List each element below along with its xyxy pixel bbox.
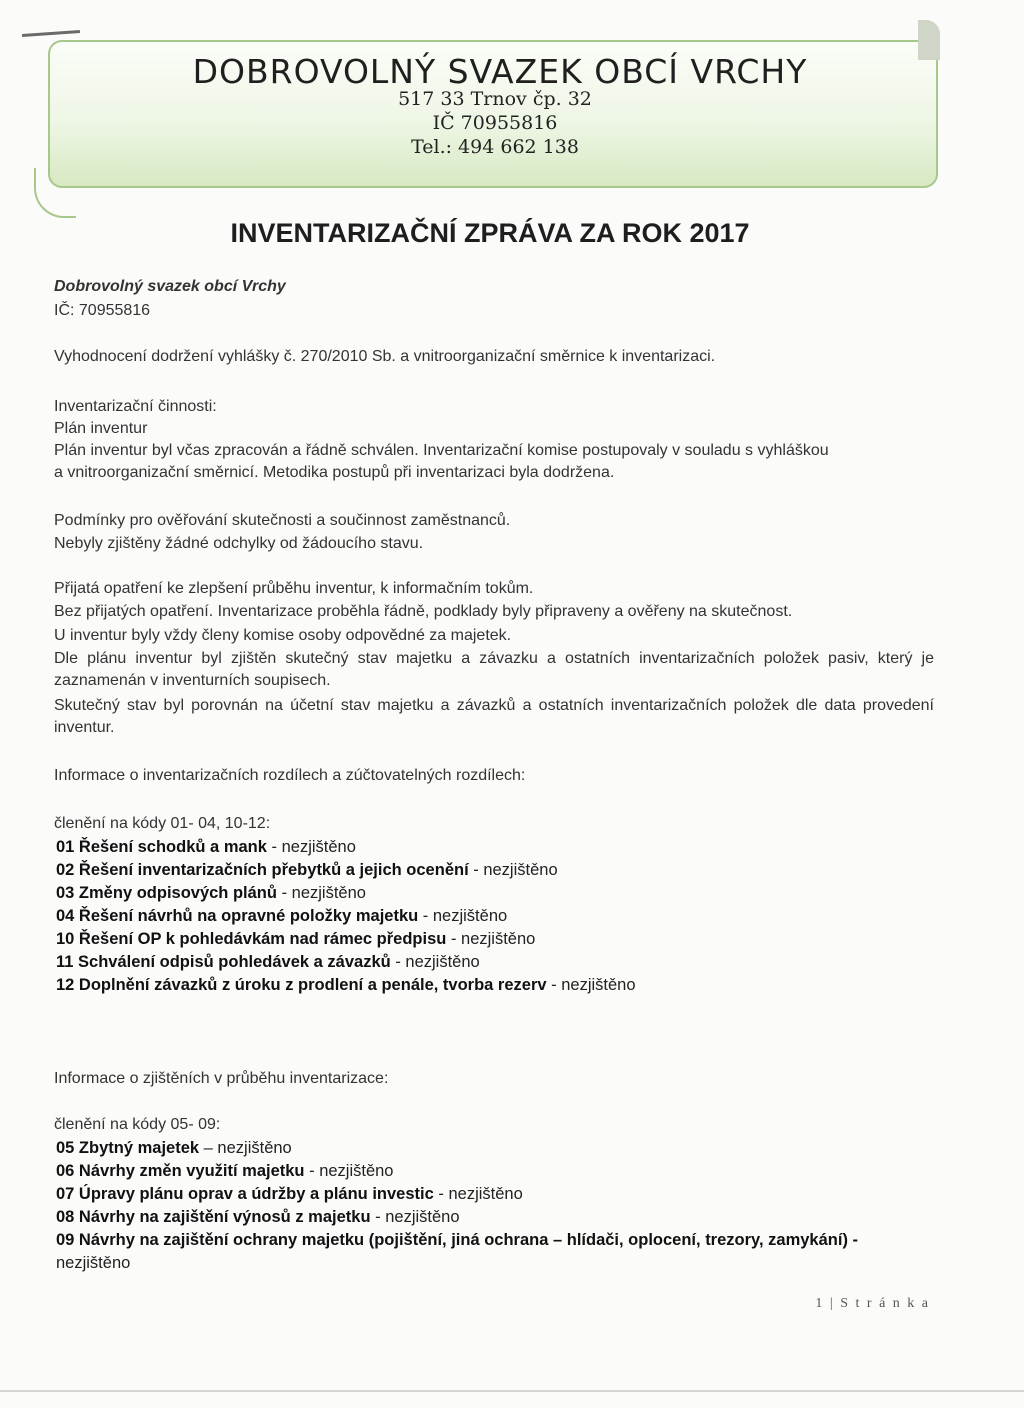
diffs-item-status: nezjištěno — [291, 884, 366, 902]
findings-item — [56, 1137, 292, 1159]
findings-item-separator: - — [433, 1185, 449, 1203]
diffs-item-code: 02 Řešení inventarizačních přebytků a jejich ocenění — [56, 861, 469, 879]
conditions-line-1: Podmínky pro ověřování skutečnosti a součinnost zaměstnanců. — [54, 512, 511, 529]
diffs-item — [56, 928, 535, 950]
findings-item — [56, 1160, 394, 1182]
diffs-item-status: nezjištěno — [281, 838, 356, 856]
scan-edge — [0, 1390, 1024, 1392]
findings-item — [56, 1206, 460, 1228]
findings-item-code: 09 Návrhy na zajištění ochrany majetku (pojištění, jiná ochrana – hlídači, oplocení, trezory, zamykání) — [56, 1231, 848, 1249]
diffs-item — [56, 905, 507, 927]
diffs-item-status: nezjištěno — [432, 907, 508, 925]
diffs-item-code: 03 Změny odpisových plánů — [56, 884, 277, 902]
diffs-item-status: nezjištěno — [405, 953, 480, 971]
diffs-item-code: 10 Řešení OP k pohledávkám nad rámec předpisu — [56, 930, 447, 948]
diffs-item — [56, 836, 356, 858]
letterhead-address: 517 33 Trnov čp. 32 — [398, 88, 592, 110]
diffs-item-separator: - — [266, 838, 282, 856]
diffs-item — [56, 974, 636, 996]
findings-item-separator: - — [370, 1208, 386, 1226]
document-title: INVENTARIZAČNÍ ZPRÁVA ZA ROK 2017 — [230, 218, 750, 248]
measures-line-1: Přijatá opatření ke zlepšení průběhu inventur, k informačním tokům. — [54, 580, 534, 597]
findings-item-status: nezjištěno — [385, 1208, 460, 1226]
diffs-item — [56, 951, 480, 973]
diffs-item — [56, 882, 366, 904]
diffs-item-status: nezjištěno — [483, 861, 558, 879]
organization-ic: IČ: 70955816 — [54, 302, 151, 319]
findings-item-separator: - — [847, 1231, 859, 1249]
diffs-item-code: 01 Řešení schodků a mank — [56, 838, 267, 856]
findings-codes-label: členění na kódy 05- 09: — [54, 1116, 221, 1133]
activities-subheading: Plán inventur — [54, 420, 148, 437]
measures-paragraph-1: Dle plánu inventur byl zjištěn skutečný stav majetku a závazku a ostatních inventarizačních položek pasiv, který je zaznamenán v inventurních soupisech. — [54, 650, 934, 689]
activities-heading: Inventarizační činnosti: — [54, 398, 217, 415]
findings-heading: Informace o zjištěních v průběhu inventarizace: — [54, 1070, 389, 1087]
activities-line-1: Plán inventur byl včas zpracován a řádně schválen. Inventarizační komise postupovaly v souladu s vyhláškou — [54, 442, 829, 459]
letterhead-decoration — [34, 168, 76, 218]
conditions-line-2: Nebyly zjištěny žádné odchylky od žádoucího stavu. — [54, 535, 424, 552]
measures-line-3: U inventur byly vždy členy komise osoby odpovědné za majetek. — [54, 627, 512, 644]
findings-item-code: 05 Zbytný majetek — [56, 1139, 200, 1157]
diffs-item-separator: - — [546, 976, 562, 994]
measures-line-2: Bez přijatých opatření. Inventarizace proběhla řádně, podklady byly připraveny a ověřeny na skutečnost. — [54, 603, 793, 620]
diffs-item-code: 12 Doplnění závazků z úroku z prodlení a penále, tvorba rezerv — [56, 976, 547, 994]
diffs-item-separator: - — [468, 861, 484, 879]
findings-item-separator: - — [304, 1162, 320, 1180]
scan-mark — [22, 30, 80, 37]
diffs-codes-label: členění na kódy 01- 04, 10-12: — [54, 815, 271, 832]
diffs-heading: Informace o inventarizačních rozdílech a zúčtovatelných rozdílech: — [54, 767, 526, 784]
diffs-item-separator: - — [418, 907, 433, 925]
measures-paragraph-2: Skutečný stav byl porovnán na účetní stav majetku a závazků a ostatních inventarizačních položek dle data provedení inventur. — [54, 697, 934, 736]
letterhead-ic: IČ 70955816 — [432, 112, 558, 134]
organization-name: Dobrovolný svazek obcí Vrchy — [54, 278, 286, 295]
findings-item — [56, 1229, 858, 1251]
page-footer: 1 | S t r á n k a — [815, 1296, 930, 1311]
findings-item-code: 06 Návrhy změn využití majetku — [56, 1162, 305, 1180]
findings-item-code: 07 Úpravy plánu oprav a údržby a plánu investic — [56, 1185, 434, 1203]
diffs-item-code: 11 Schválení odpisů pohledávek a závazků — [56, 953, 391, 971]
letterhead-phone: Tel.: 494 662 138 — [411, 136, 579, 158]
letterhead-org-name: DOBROVOLNÝ SVAZEK OBCÍ VRCHY — [192, 52, 808, 91]
findings-item — [56, 1183, 523, 1205]
diffs-item-code: 04 Řešení návrhů na opravné položky majetku — [56, 907, 419, 925]
findings-item-status: nezjištěno — [56, 1254, 131, 1272]
diffs-item-status: nezjištěno — [461, 930, 536, 948]
diffs-item-status: nezjištěno — [561, 976, 636, 994]
findings-item-code: 08 Návrhy na zajištění výnosů z majetku — [56, 1208, 371, 1226]
diffs-item — [56, 859, 558, 881]
diffs-item-separator: - — [446, 930, 462, 948]
findings-item-status: nezjištěno — [448, 1185, 523, 1203]
diffs-item-separator: - — [276, 884, 292, 902]
activities-line-2: a vnitroorganizační směrnicí. Metodika postupů při inventarizaci byla dodržena. — [54, 464, 615, 481]
findings-item-status: nezjištěno — [217, 1139, 292, 1157]
evaluation-text: Vyhodnocení dodržení vyhlášky č. 270/2010 Sb. a vnitroorganizační směrnice k inventarizaci. — [54, 348, 716, 365]
findings-item-status: nezjištěno — [319, 1162, 394, 1180]
diffs-item-separator: - — [390, 953, 406, 971]
findings-item-separator: – — [199, 1139, 218, 1157]
